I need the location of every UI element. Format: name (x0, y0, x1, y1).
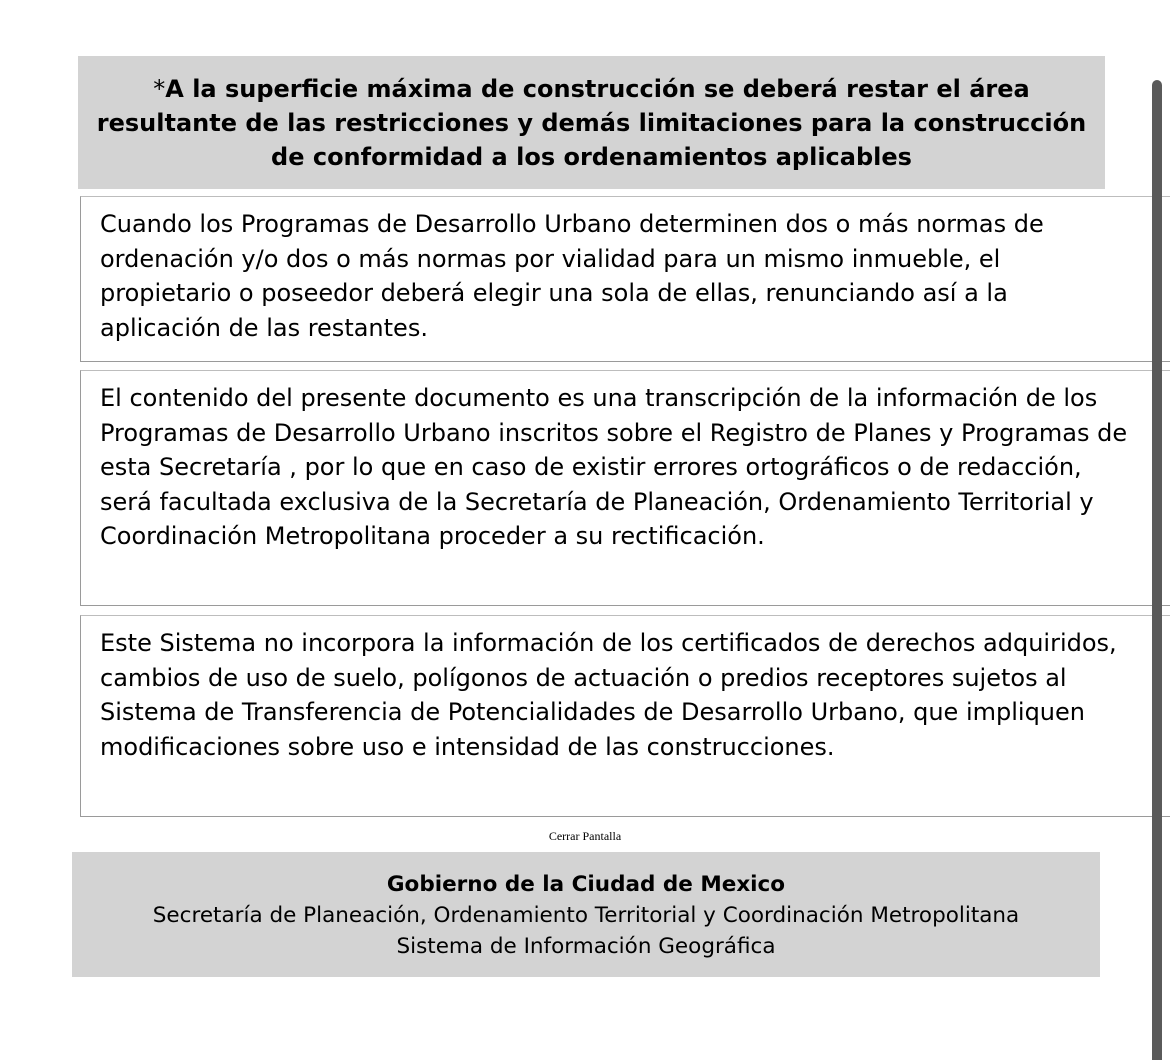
construction-notice-header (78, 56, 1105, 189)
notice-asterisk: * (153, 74, 166, 103)
note-transcription-disclaimer: El contenido del presente documento es una transcripción de la información de los Programas de Desarrollo Urbano inscritos sobre el Registro de Planes y Programas de esta Secretaría , por lo que en caso de existir errores ortográficos o de redacción, será facultada exclusiva de la Secretaría de Planeación, Ordenamiento Territorial y Coordinación Metropolitana proceder a su rectificación. (80, 370, 1170, 606)
footer (72, 852, 1100, 977)
footer-secretariat: Secretaría de Planeación, Ordenamiento Territorial y Coordinación Metropolitana (152, 903, 1020, 928)
note-multiple-norms: Cuando los Programas de Desarrollo Urbano determinen dos o más normas de ordenación y/o dos o más normas por vialidad para un mismo inmueble, el propietario o poseedor deberá elegir una sola de ellas, renunciando así a la aplicación de las restantes. (80, 196, 1170, 362)
vertical-scrollbar[interactable] (1152, 80, 1162, 1060)
construction-notice-text (88, 72, 1095, 174)
notice-heading: A la superficie máxima de construcción se deberá restar el área resultante de las restricciones y demás limitaciones para la construcción de conformidad a los ordenamientos aplicables (96, 74, 1087, 171)
note-system-limitations: Este Sistema no incorpora la información de los certificados de derechos adquiridos, cambios de uso de suelo, polígonos de actuación o predios receptores sujetos al Sistema de Transferencia de Potencialidades de Desarrollo Urbano, que impliquen modificaciones sobre uso e intensidad de las construcciones. (80, 615, 1170, 817)
close-screen-link[interactable]: Cerrar Pantalla (548, 829, 622, 843)
footer-system-name: Sistema de Información Geográfica (396, 934, 776, 959)
footer-organization: Gobierno de la Ciudad de Mexico (386, 872, 786, 897)
